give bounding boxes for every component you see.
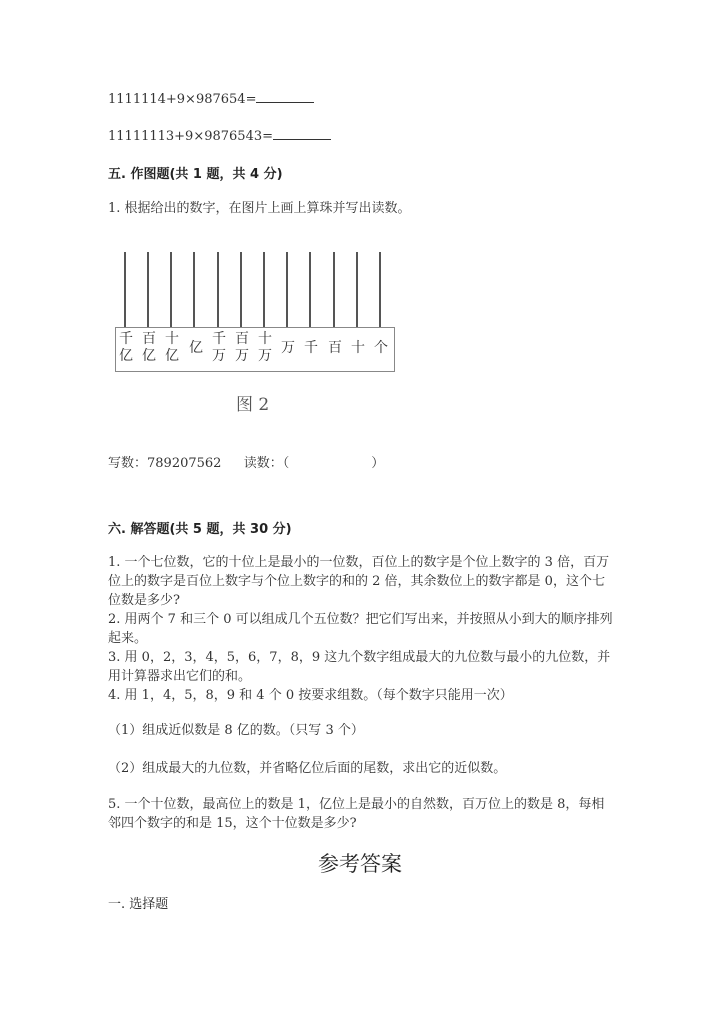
abacus-rod[interactable] (217, 252, 219, 328)
place-label: 十亿 (165, 331, 179, 364)
abacus-rod[interactable] (309, 252, 311, 328)
section6-question-1: 1. 一个七位数，它的十位上是最小的一位数，百位上的数字是个位上数字的 3 倍，百万位上的数字是百位上数字与个位上数字的和的 2 倍，其余数位上的数字都是 0，这个七位数是多少? (108, 555, 610, 608)
read-number-label: 读数：（ (243, 456, 290, 471)
abacus-rod[interactable] (379, 252, 381, 328)
place-label: 千 (304, 340, 318, 356)
place-label: 十万 (258, 331, 272, 364)
abacus-rod[interactable] (263, 252, 265, 328)
abacus-figure (115, 252, 395, 372)
abacus-rod[interactable] (193, 252, 195, 328)
section6-question-5: 5. 一个十位数，最高位上的数是 1，亿位上是最小的自然数，百万位上的数是 8，每相邻四个数字的和是 15，这个十位数是多少? (108, 797, 605, 831)
equation-1-blank[interactable] (256, 90, 314, 103)
abacus-rod[interactable] (170, 252, 172, 328)
abacus-rod[interactable] (333, 252, 335, 328)
equation-1 (108, 90, 314, 107)
section6-question-4-part-2: （2）组成最大的九位数，并省略亿位后面的尾数，求出它的近似数。 (108, 761, 507, 776)
place-label: 千亿 (119, 331, 133, 364)
read-number-close: ） (371, 456, 385, 471)
place-label: 十 (351, 340, 365, 356)
place-label: 亿 (189, 340, 203, 356)
answer-key-title: 参考答案 (318, 852, 402, 876)
place-label: 个 (374, 340, 388, 356)
section6-question-2: 2. 用两个 7 和三个 0 可以组成几个五位数？把它们写出来，并按照从小到大的顺序排列起来。 (108, 612, 613, 646)
figure-caption: 图 2 (236, 395, 270, 415)
section5-question-1: 1. 根据给出的数字，在图片上画上算珠并写出读数。 (108, 201, 411, 216)
place-label: 百亿 (142, 331, 156, 364)
equation-2 (108, 127, 331, 144)
write-number-label: 写数：789207562 (108, 456, 222, 471)
place-label: 万 (281, 340, 295, 356)
section5-heading: 五. 作图题(共 1 题，共 4 分) (108, 167, 283, 182)
abacus-rod[interactable] (240, 252, 242, 328)
equation-1-text: 1111114+9×987654= (108, 92, 257, 107)
equation-2-text: 11111113+9×9876543= (108, 129, 274, 144)
place-label: 百 (328, 340, 342, 356)
section6-question-3: 3. 用 0，2，3，4，5，6，7，8，9 这九个数字组成最大的九位数与最小的九位数，并用计算器求出它们的和。 (108, 650, 611, 684)
place-label: 千万 (212, 331, 226, 364)
equation-2-blank[interactable] (273, 127, 331, 140)
answers-section1-heading: 一. 选择题 (108, 897, 169, 912)
abacus-rod[interactable] (356, 252, 358, 328)
place-label: 百万 (235, 331, 249, 364)
section6-question-4-part-1: （1）组成近似数是 8 亿的数。（只写 3 个） (108, 723, 364, 738)
write-read-line (108, 452, 384, 471)
place-value-box (115, 327, 395, 372)
abacus-rod[interactable] (147, 252, 149, 328)
section6-heading: 六. 解答题(共 5 题，共 30 分) (108, 522, 292, 537)
abacus-rod[interactable] (124, 252, 126, 328)
section6-question-4: 4. 用 1，4，5，8，9 和 4 个 0 按要求组数。（每个数字只能用一次） (108, 688, 513, 703)
abacus-rod[interactable] (286, 252, 288, 328)
